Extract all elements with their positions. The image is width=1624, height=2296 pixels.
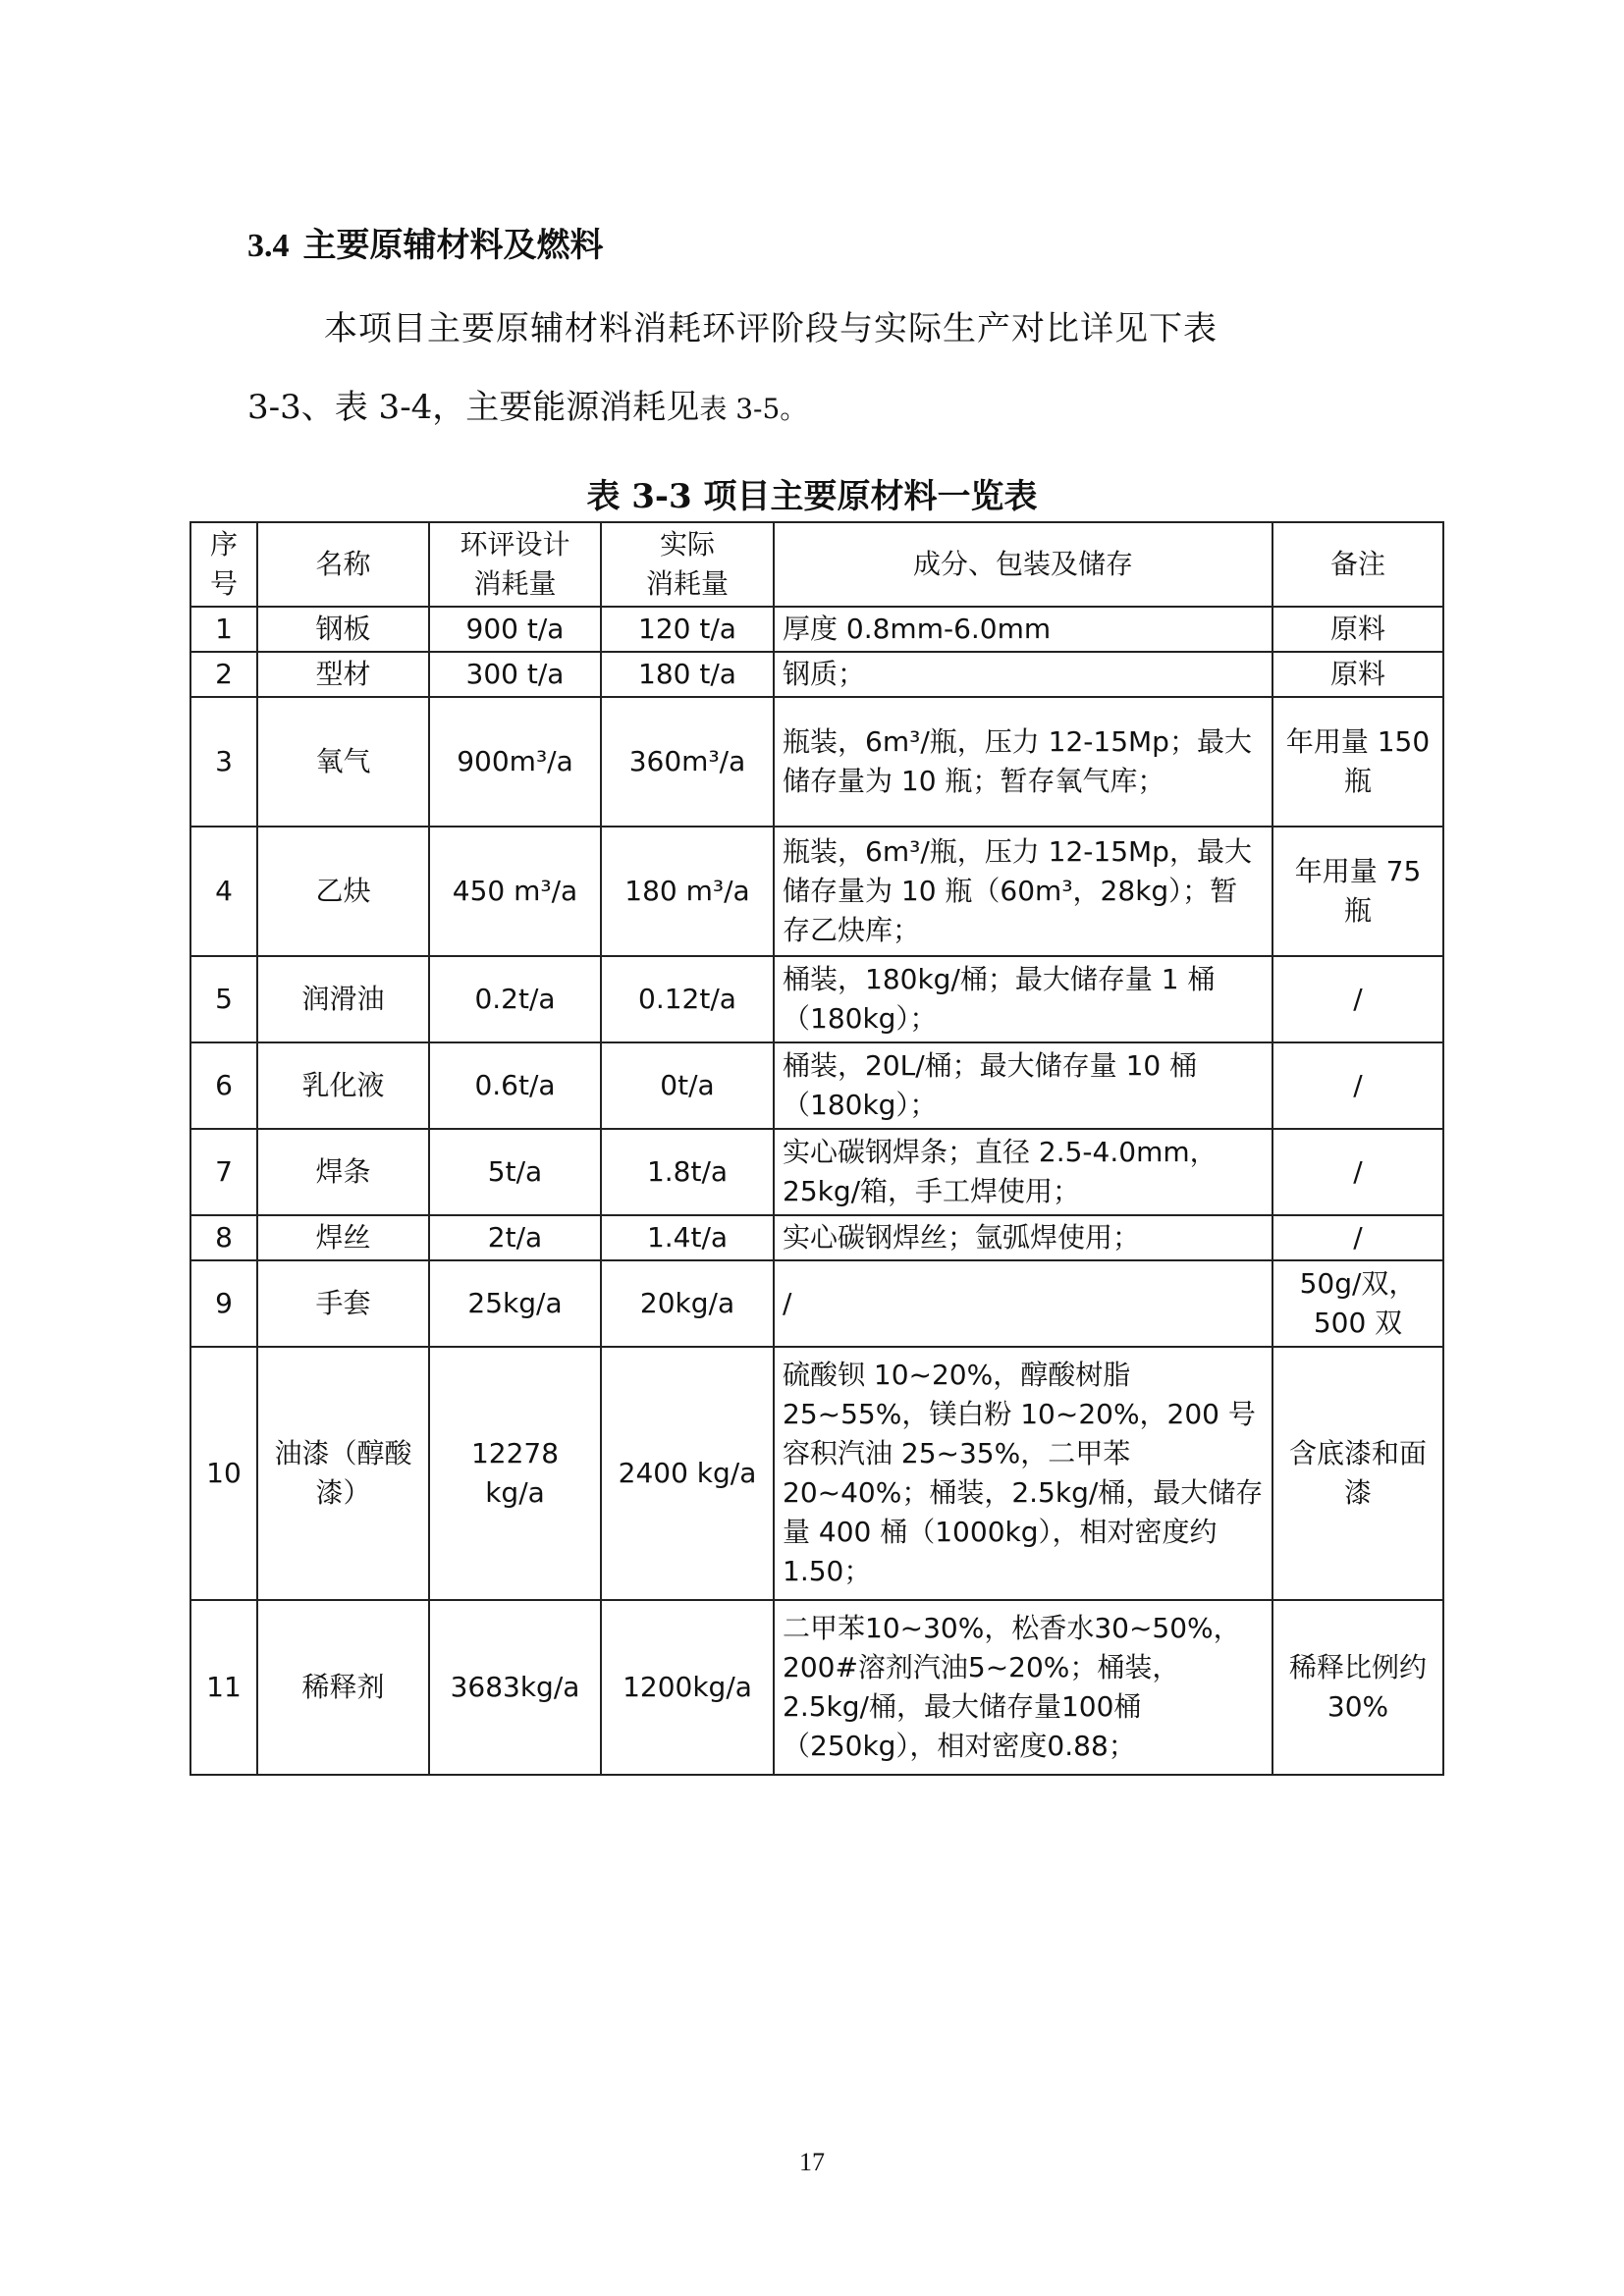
cell-name: 稀释剂 xyxy=(257,1600,429,1775)
cell-design: 900 t/a xyxy=(429,607,601,652)
header-remark: 备注 xyxy=(1272,522,1443,607)
table-row xyxy=(190,1347,1443,1600)
header-name: 名称 xyxy=(257,522,429,607)
cell-remark: 年用量 150 瓶 xyxy=(1272,697,1443,827)
cell-actual: 0.12t/a xyxy=(601,956,774,1042)
cell-no: 7 xyxy=(190,1129,257,1215)
cell-composition: 桶装，180kg/桶；最大储存量 1 桶（180kg）； xyxy=(774,956,1272,1042)
cell-design: 0.6t/a xyxy=(429,1042,601,1129)
cell-remark: 原料 xyxy=(1272,607,1443,652)
cell-design: 2t/a xyxy=(429,1215,601,1260)
cell-no: 3 xyxy=(190,697,257,827)
cell-actual: 1200kg/a xyxy=(601,1600,774,1775)
materials-table xyxy=(189,521,1444,1776)
section-number: 3.4 xyxy=(247,228,290,264)
paragraph-line-1: 本项目主要原辅材料消耗环评阶段与实际生产对比详见下表 xyxy=(324,309,1218,348)
table-row xyxy=(190,827,1443,956)
table-caption: 表 3-3 项目主要原材料一览表 xyxy=(586,477,1038,516)
cell-actual: 180 m³/a xyxy=(601,827,774,956)
cell-composition: 厚度 0.8mm-6.0mm xyxy=(774,607,1272,652)
table-row xyxy=(190,1129,1443,1215)
cell-actual: 20kg/a xyxy=(601,1260,774,1347)
cell-composition: 硫酸钡 10~20%，醇酸树脂 25~55%，镁白粉 10~20%，200 号容积汽油 25~35%，二甲苯 20~40%；桶装，2.5kg/桶，最大储存量 400 桶（1000kg），相对密度约 1.50； xyxy=(774,1347,1272,1600)
cell-design: 25kg/a xyxy=(429,1260,601,1347)
table-row xyxy=(190,1042,1443,1129)
cell-remark: / xyxy=(1272,956,1443,1042)
cell-actual: 120 t/a xyxy=(601,607,774,652)
cell-name: 乳化液 xyxy=(257,1042,429,1129)
cell-name: 乙炔 xyxy=(257,827,429,956)
cell-name: 油漆（醇酸漆） xyxy=(257,1347,429,1600)
cell-composition: 桶装，20L/桶；最大储存量 10 桶（180kg）； xyxy=(774,1042,1272,1129)
cell-actual: 180 t/a xyxy=(601,652,774,697)
cell-remark: / xyxy=(1272,1042,1443,1129)
cell-no: 9 xyxy=(190,1260,257,1347)
paragraph-line-2-main: 3-3、表 3-4，主要能源消耗见 xyxy=(247,388,700,427)
cell-composition: 二甲苯10~30%，松香水30~50%，200#溶剂汽油5~20%；桶装，2.5kg/桶，最大储存量100桶（250kg），相对密度0.88； xyxy=(774,1600,1272,1775)
cell-actual: 2400 kg/a xyxy=(601,1347,774,1600)
cell-name: 焊丝 xyxy=(257,1215,429,1260)
cell-remark: / xyxy=(1272,1129,1443,1215)
cell-remark: 稀释比例约 30% xyxy=(1272,1600,1443,1775)
cell-actual: 1.4t/a xyxy=(601,1215,774,1260)
header-composition: 成分、包装及储存 xyxy=(774,522,1272,607)
cell-design: 900m³/a xyxy=(429,697,601,827)
cell-composition: 瓶装，6m³/瓶，压力 12-15Mp；最大储存量为 10 瓶；暂存氧气库； xyxy=(774,697,1272,827)
cell-no: 10 xyxy=(190,1347,257,1600)
cell-actual: 1.8t/a xyxy=(601,1129,774,1215)
header-actual: 实际 消耗量 xyxy=(601,522,774,607)
cell-name: 氧气 xyxy=(257,697,429,827)
table-header-row xyxy=(190,522,1443,607)
cell-composition: 钢质； xyxy=(774,652,1272,697)
cell-name: 型材 xyxy=(257,652,429,697)
cell-design: 5t/a xyxy=(429,1129,601,1215)
cell-no: 1 xyxy=(190,607,257,652)
cell-composition: 实心碳钢焊丝；氩弧焊使用； xyxy=(774,1215,1272,1260)
cell-no: 2 xyxy=(190,652,257,697)
table-row xyxy=(190,1600,1443,1775)
cell-remark: 年用量 75 瓶 xyxy=(1272,827,1443,956)
section-heading xyxy=(247,218,604,266)
table-row xyxy=(190,956,1443,1042)
table-row xyxy=(190,697,1443,827)
cell-name: 焊条 xyxy=(257,1129,429,1215)
cell-no: 8 xyxy=(190,1215,257,1260)
cell-no: 5 xyxy=(190,956,257,1042)
cell-no: 11 xyxy=(190,1600,257,1775)
cell-composition: / xyxy=(774,1260,1272,1347)
table-row xyxy=(190,607,1443,652)
cell-design: 3683kg/a xyxy=(429,1600,601,1775)
page-number: 17 xyxy=(799,2148,825,2176)
table-row xyxy=(190,652,1443,697)
cell-name: 钢板 xyxy=(257,607,429,652)
header-design: 环评设计 消耗量 xyxy=(429,522,601,607)
cell-design: 12278 kg/a xyxy=(429,1347,601,1600)
header-no: 序 号 xyxy=(190,522,257,607)
cell-no: 6 xyxy=(190,1042,257,1129)
cell-remark: / xyxy=(1272,1215,1443,1260)
cell-design: 300 t/a xyxy=(429,652,601,697)
cell-composition: 实心碳钢焊条；直径 2.5-4.0mm，25kg/箱，手工焊使用； xyxy=(774,1129,1272,1215)
cell-actual: 360m³/a xyxy=(601,697,774,827)
table-row xyxy=(190,1260,1443,1347)
cell-remark: 原料 xyxy=(1272,652,1443,697)
cell-name: 润滑油 xyxy=(257,956,429,1042)
cell-name: 手套 xyxy=(257,1260,429,1347)
cell-remark: 含底漆和面漆 xyxy=(1272,1347,1443,1600)
paragraph-line-2 xyxy=(247,388,1396,427)
cell-actual: 0t/a xyxy=(601,1042,774,1129)
cell-no: 4 xyxy=(190,827,257,956)
section-title: 主要原辅材料及燃料 xyxy=(302,226,604,265)
cell-remark: 50g/双，500 双 xyxy=(1272,1260,1443,1347)
paragraph-line-2-ref: 表 3-5。 xyxy=(699,393,808,425)
table-row xyxy=(190,1215,1443,1260)
cell-design: 0.2t/a xyxy=(429,956,601,1042)
cell-composition: 瓶装，6m³/瓶，压力 12-15Mp，最大储存量为 10 瓶（60m³，28kg）；暂存乙炔库； xyxy=(774,827,1272,956)
cell-design: 450 m³/a xyxy=(429,827,601,956)
